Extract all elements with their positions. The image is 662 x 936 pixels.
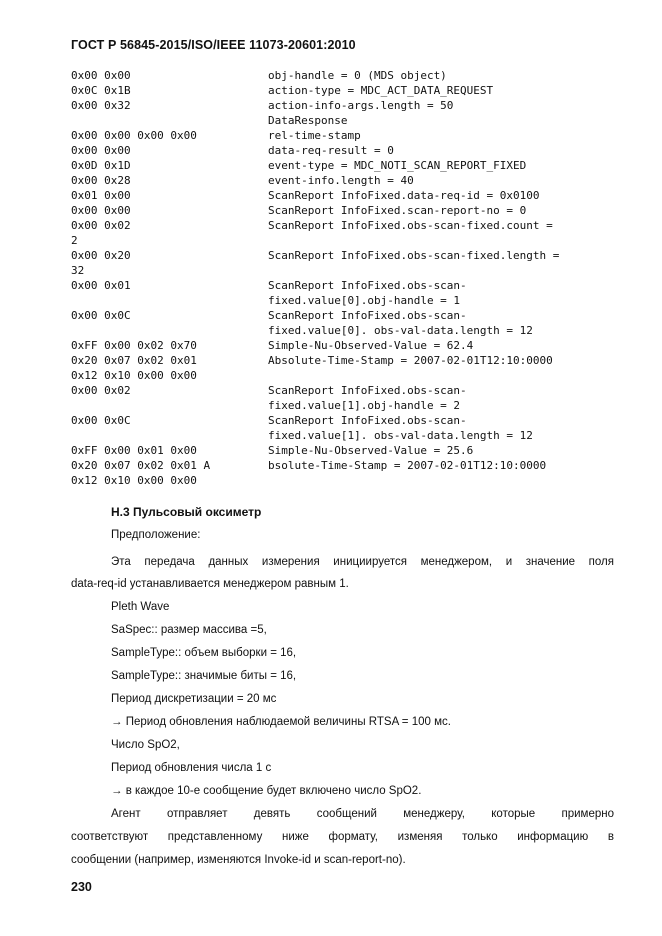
field-description: ScanReport InfoFixed.obs-scan-fixed.count = [268,219,553,232]
hex-bytes: 0x20 0x07 0x02 0x01 [71,354,197,367]
hex-bytes: 0x00 0x0C [71,414,131,427]
code-row [0,398,662,413]
hex-bytes: 0x01 0x00 [71,189,131,202]
code-row [0,368,662,383]
code-row [0,98,662,113]
field-description: data-req-result = 0 [268,144,394,157]
field-description: ScanReport InfoFixed.obs-scan- [268,279,467,292]
paragraph: Pleth Wave [111,601,170,613]
code-row [0,188,662,203]
hex-bytes: 0x12 0x10 0x00 0x00 [71,474,197,487]
hex-bytes: 0x00 0x20 [71,249,131,262]
code-row [0,143,662,158]
paragraph: Предположение: [111,529,201,541]
field-description: ScanReport InfoFixed.obs-scan-fixed.length = [268,249,560,262]
field-description: ScanReport InfoFixed.scan-report-no = 0 [268,204,527,217]
code-row [0,128,662,143]
field-description: event-info.length = 40 [268,174,414,187]
paragraph: Период обновления числа 1 с [111,762,272,774]
code-row [0,218,662,233]
code-row [0,158,662,173]
field-description: ScanReport InfoFixed.obs-scan- [268,384,467,397]
hex-bytes: 0x00 0x02 [71,219,131,232]
paragraph: SampleType:: значимые биты = 16, [111,670,297,682]
hex-bytes: 0x00 0x00 [71,204,131,217]
field-description: bsolute-Time-Stamp = 2007-02-01T12:10:0000 [268,459,547,472]
hex-bytes: 0x00 0x00 [71,144,131,157]
field-description: fixed.value[0].obj-handle = 1 [268,294,461,307]
code-listing [0,68,662,488]
paragraph: Число SpO2, [111,739,180,751]
hex-bytes: 0x20 0x07 0x02 0x01 A [71,459,211,472]
hex-bytes: 0x00 0x32 [71,99,131,112]
code-row [0,233,662,248]
code-row [0,473,662,488]
code-row [0,353,662,368]
section-title: H.3 Пульсовый оксиметр [111,505,262,519]
field-description: ScanReport InfoFixed.data-req-id = 0x0100 [268,189,540,202]
code-row [0,428,662,443]
hex-bytes: 32 [71,264,85,277]
hex-bytes: 0x00 0x01 [71,279,131,292]
field-description: Simple-Nu-Observed-Value = 62.4 [268,339,474,352]
field-description: event-type = MDC_NOTI_SCAN_REPORT_FIXED [268,159,527,172]
field-description: DataResponse [268,114,348,127]
code-row [0,263,662,278]
field-description: ScanReport InfoFixed.obs-scan- [268,309,467,322]
paragraph: SampleType:: объем выборки = 16, [111,647,297,659]
paragraph-continuation: соответствуют представленному ниже формату, изменяя только информацию в [71,831,614,843]
hex-bytes: 2 [71,234,78,247]
hex-bytes: 0xFF 0x00 0x01 0x00 [71,444,197,457]
hex-bytes: 0x00 0x0C [71,309,131,322]
code-row [0,278,662,293]
hex-bytes: 0xFF 0x00 0x02 0x70 [71,339,197,352]
hex-bytes: 0x00 0x02 [71,384,131,397]
field-description: obj-handle = 0 (MDS object) [268,69,447,82]
hex-bytes: 0x0D 0x1D [71,159,131,172]
field-description: action-info-args.length = 50 [268,99,454,112]
code-row [0,308,662,323]
hex-bytes: 0x00 0x00 [71,69,131,82]
code-row [0,293,662,308]
page-header: ГОСТ Р 56845-2015/ISO/IEEE 11073-20601:2010 [71,38,356,52]
paragraph: → Период обновления наблюдаемой величины RTSA = 100 мс. [111,716,451,728]
field-description: ScanReport InfoFixed.obs-scan- [268,414,467,427]
code-row [0,203,662,218]
paragraph: → в каждое 10-е сообщение будет включено число SpO2. [111,785,422,797]
code-row [0,173,662,188]
paragraph: Агент отправляет девять сообщений менеджеру, которые примерно [111,808,614,820]
field-description: action-type = MDC_ACT_DATA_REQUEST [268,84,494,97]
field-description: Absolute-Time-Stamp = 2007-02-01T12:10:0000 [268,354,553,367]
hex-bytes: 0x0C 0x1B [71,84,131,97]
code-row [0,338,662,353]
hex-bytes: 0x12 0x10 0x00 0x00 [71,369,197,382]
field-description: Simple-Nu-Observed-Value = 25.6 [268,444,474,457]
code-row [0,68,662,83]
page-number: 230 [71,880,92,894]
code-row [0,83,662,98]
field-description: rel-time-stamp [268,129,361,142]
field-description: fixed.value[0]. obs-val-data.length = 12 [268,324,533,337]
paragraph: SaSpec:: размер массива =5, [111,624,267,636]
paragraph: Эта передача данных измерения инициируется менеджером, и значение поля [111,556,614,568]
code-row [0,383,662,398]
field-description: fixed.value[1].obj-handle = 2 [268,399,461,412]
paragraph-continuation: сообщении (например, изменяются Invoke-id и scan-report-no). [71,854,406,866]
paragraph-continuation: data-req-id устанавливается менеджером равным 1. [71,578,349,590]
paragraph: Период дискретизации = 20 мс [111,693,277,705]
hex-bytes: 0x00 0x28 [71,174,131,187]
code-row [0,323,662,338]
field-description: fixed.value[1]. obs-val-data.length = 12 [268,429,533,442]
code-row [0,443,662,458]
code-row [0,458,662,473]
code-row [0,113,662,128]
hex-bytes: 0x00 0x00 0x00 0x00 [71,129,197,142]
code-row [0,413,662,428]
code-row [0,248,662,263]
